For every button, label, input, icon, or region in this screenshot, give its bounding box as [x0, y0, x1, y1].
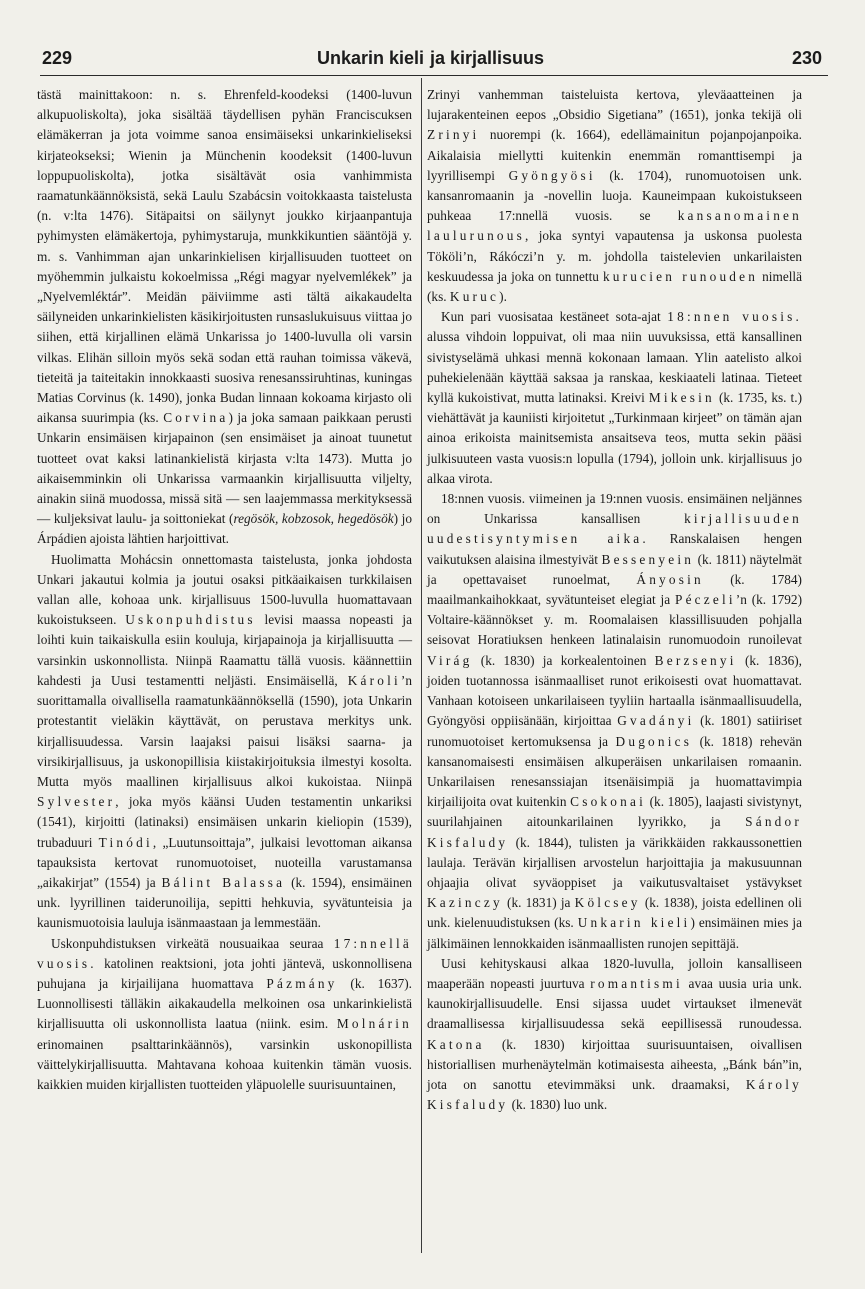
spaced-term: Ányosin — [636, 571, 704, 587]
text-run: ’n (k. 1792) Voltaire-käännökset y. m. Roomalaisen klassillisuuden pohjalla seisovat Horatiuksen henkeen latinalaisin runomuodoin runoilevat — [427, 592, 802, 648]
spaced-term: Zrinyi — [427, 127, 480, 143]
text-run: Huolimatta Mohácsin onnettomasta taistelusta, jonka johdosta Unkari jakautui kolmia ja joutui osaksi pitkäaikaisen turkkilaisen vallan alle, kohoaa unk. kirjallisuus 1500-luvulla huomattavaan kukoistukseen. — [37, 551, 412, 628]
text-run: (k. 1704), runomuotoisen unk. kansanromaanin ja -novellin luoja. Kauneimpaan kukoistukseen puhkeaa 17:nnellä vuosis. se — [427, 167, 802, 224]
paragraph — [427, 85, 802, 307]
spaced-term: 18:nnen vuosis. — [667, 309, 802, 325]
spaced-term: Csokonai — [570, 794, 646, 810]
spaced-term: Péczeli — [674, 592, 736, 608]
text-run: avaa uusia uria unk. kaunokirjallisuudelle. Ensi sijassa uudet virtaukset ilmenevät draamallisessa kirjallisuudessa sekä eepillisessä runoudessa. — [427, 975, 802, 1032]
text-run: tästä mainittakoon: n. s. Ehrenfeld-koodeksi (1400-luvun alkupuoliskolta), joka sisältää täydellisen pyhän Franciscuksen elämäkerran ja jota voimme sanoa ensimäiseksi unkarinkieliseksi kirjateokseksi; Wienin ja Münchenin koodeksit (1400-luvun loppupuoliskolta), jotka sisältävät osia vanhimmista raamatunkäännöksistä, sekä Laulu Szabácsin voitokkaasta taistelusta (n. v:lta 1476). Sitäpaitsi on säilynyt joukko kirjaanpantuja pyhimysten elämäkertoja, pyhimystaruja, munkkikuntien sääntöjä y. m. s. Vanhimman ajan unkarinkielisen kirjallisuuden tuotteet on myöhemmin julkaistu kokoelmissa „Régi magyar nyelvemlékek” ja „Nyelvemléktár”. Meidän päiviimme asti tältä aikakaudelta säilyneiden unkarinkielisten käsikirjoitusten runsaslukuisuus viittaa jo siihen, että kirjallinen elämä Unkarissa jo 1400-luvulla oli varsin vilkas. Elihän silloin myös sekä sodan että rauhan toimissa väkevä, tieteitä ja taiteitakin innokkaasti suosiva renesanssiruhtinas, kuningas Matias Corvinus (k. 1490), jonka Budan linnaan kokoama kirjasto oli aikansa suurimpia (ks. — [37, 87, 412, 426]
paragraph — [37, 550, 412, 934]
spaced-term: Dugonics — [615, 733, 693, 749]
text-run: nimellä (ks. — [427, 268, 803, 305]
spaced-term: kansanomainen laulurunous — [427, 208, 802, 244]
text-run: ) ensimäinen mies ja jälkimäinen lennokkaiden isänmaallisten runojen sepittäjä. — [427, 915, 802, 951]
page-header — [0, 0, 865, 80]
text-run: (k. 1838), joista edellinen oli unk. kielenuudistuksen (ks. — [427, 895, 802, 931]
text-run: (k. 1830) ja korkealentoinen — [472, 652, 655, 668]
right-running-title: ja kirjallisuus — [430, 48, 545, 68]
text-run: katolinen reaktsioni, jota johti jäntevä, uskonnollisena puhujana ja kirjailijana huomattava — [37, 955, 412, 991]
text-run: (k. 1637). Luonnollisesti tälläkin aikakaudella melkoinen osa unkarinkielistä kirjallisuutta oli uskonnollista laatua (niink. esim. — [37, 975, 412, 1032]
text-run: Kun pari vuosisataa kestäneet sota-ajat — [441, 309, 668, 325]
text-run: alussa vihdoin loppuivat, oli maa niin uuvuksissa, että kansallinen sivistyselämä uhkasi mennä kokonaan lamaan. Ylin aatelisto alkoi puhekielenään käyttää saksaa ja ranskaa, keskiaateli latinaa. Tieteet kyllä kukoistivat, mutta latinaksi. Kreivi — [427, 329, 802, 406]
spaced-term: Gvadányi — [617, 713, 695, 729]
spaced-term: Károli — [347, 672, 401, 688]
text-run: (k. 1801) satiiriset runomuotoiset kertomuksensa ja — [427, 713, 803, 749]
text-run: (k. 1594), ensimäinen unk. lyyrillinen taiderunoilija, sepitti hehkuvia, syvätunteisia ja kaunismuotoisia lauluja isänmaastaan ja lemmestään. — [37, 874, 413, 931]
text-run: ) jo Árpádien ajoista lähtien harjoittivat. — [37, 511, 412, 547]
spaced-term: kirjallisuuden uudestisyntymisen aika — [427, 511, 802, 547]
text-run: ) ja joka samaan paikkaan perusti Unkarin ensimäisen kirjapainon (sen ensimäiset ja ainoat tuunetut tuotteet ovat kaksi latinankielistä kirjasta v:lta 1473). Mutta jo aikaisemminkin oli Unkarissa varmaankin kirjallisuutta viljelty, ainakin siinä muodossa, missä sitä — sen laajemmassa merkityksessä — kuljeksivat laulu- ja soittoniekat ( — [37, 410, 412, 527]
text-run: Uskonpuhdistuksen virkeätä nousuaikaa seuraa — [51, 935, 334, 951]
text-run: (k. 1830) luo unk. — [508, 1097, 608, 1113]
spaced-term: Sylvester — [37, 794, 116, 810]
paragraph — [37, 934, 412, 1096]
text-run: (k. 1805), laajasti sivistynyt, suurilahjainen aitounkarilainen lyyrikko, ja — [427, 794, 802, 830]
spaced-term: Virág — [427, 652, 473, 668]
paragraph — [427, 489, 802, 954]
text-run: , „Luutunsoittaja”, julkaisi levottoman aikansa tapauksista kertovat runomuotoiset, nuoteilla varustamansa „aikakirjat” (1554) ja — [37, 834, 412, 890]
spaced-term: Molnárin — [336, 1016, 412, 1032]
spaced-term: romantismi — [590, 975, 683, 991]
right-column — [427, 85, 802, 1115]
left-running-title: Unkarin kieli — [316, 48, 424, 68]
spaced-term: kurucien runouden — [602, 268, 759, 284]
text-run: (k. 1831) ja — [502, 895, 575, 911]
text-run: . Ranskalaisen hengen vaikutuksen alaisina ilmestyivät — [427, 531, 803, 567]
right-page-number: 230 — [791, 48, 822, 68]
spaced-term: Pázmány — [266, 975, 338, 991]
paragraph — [37, 85, 412, 550]
spaced-term: Károly Kisfaludy — [427, 1076, 802, 1113]
text-run: nuorempi (k. 1664), edellämainitun pojanpojanpoika. Aikalaisia miellytti kuitenkin enemmän romanttisempi ja lyyrillisempi — [427, 127, 802, 183]
column-divider — [421, 78, 422, 1253]
spaced-term: Sándor Kisfaludy — [427, 814, 802, 850]
spaced-term: 17:nnellä vuosis. — [37, 935, 412, 971]
text-run: , joka myös käänsi Uuden testamentin unkariksi (1541), kirjoitti (latinaksi) ensimäisen unkarin kieliopin (1539), trubaduuri — [37, 794, 412, 850]
text-run: Zrinyi vanhemman taisteluista kertova, yleväaatteinen ja lujarakenteinen eepos „Obsidio Sigetiana” (1651), jonka tekijä oli — [427, 87, 802, 123]
text-run: erinomainen psalttarinkäännös), varsinkin uskonopillista väittelykirjallisuutta. Mahtavana kohoaa kuitenkin tämän vuosis. kaikkien muiden kirjallisten tuotteiden yläpuolelle suurisuuntainen, — [37, 1036, 412, 1092]
text-run: (k. 1830) kirjoittaa suurisuuntaisen, oivallisen historiallisen murhenäytelmän kotimaisesta aiheesta, „Bánk bán”in, jota on sanottu etevimmäksi unk. draamaksi, — [427, 1036, 802, 1092]
spaced-term: Mikesin — [648, 390, 715, 406]
paragraph — [427, 954, 802, 1116]
text-run: (k. 1784) maailmankaihokkaat, syvätunteiset elegiat ja — [427, 571, 802, 608]
text-run: ’n suorittamalla oivallisella raamatunkäännöksellä (1590), jota Unkarin protestantit vieläkin käyttävät, on perustava merkitys unk. kirjallisuudessa. Varsin laajaksi paisui lisäksi saarna- ja virsikirjallisuus, ja uskonopillisia kiistakirjoituksia ilmestyi kosolta. Mutta myös maallinen kirjallisuus alkoi kukoistaa. Niinpä — [37, 672, 412, 789]
text-run: Uusi kehityskausi alkaa 1820-luvulla, jolloin kansalliseen maaperään nopeasti juurtuva — [427, 955, 802, 991]
spaced-term: Bessenyein — [601, 551, 695, 567]
text-run: (k. 1735, ks. t.) viehättävät ja kauniisti kirjoitetut „Turkinmaan kirjeet” on tämän ajan ainoa erikoista mainitsemista ansaitseva teos, mutta sekin pääsi julkisuuteen vasta vuosis:n lopulla (1794), jolloin unk. kirjallisuus jo alkaa virota. — [427, 390, 802, 486]
text-run: levisi maassa nopeasti ja loihti kuin taikaiskulla esiin kouluja, kirjapainoja ja kirjallisuutta — varsinkin uskonnollista. Niinpä Raamattu tällä vuosis. käännettiin kahdesti ja Uusi testamentti neljästi. Ensimäisellä, — [37, 612, 412, 688]
spaced-term: Tinódi — [98, 834, 153, 850]
text-run: (k. 1836), joiden tuotannossa isänmaalliset runot erikoisesti ovat huomattavat. Vanhaan kotoiseen unkarilaiseen tyyliin hartaalla isänmaallisuudella, Gyöngyösi oppiisänään, kirjoittaa — [427, 652, 802, 729]
spaced-term: Kölcsey — [574, 895, 641, 911]
spaced-term: Kazinczy — [427, 895, 503, 911]
text-run: 18:nnen vuosis. viimeinen ja 19:nnen vuosis. ensimäinen neljännes on Unkarissa kansallisen — [427, 491, 802, 527]
spaced-term: Uskonpuhdistus — [125, 612, 256, 628]
italic-term: regösök, kobzosok, hegedösök — [233, 511, 394, 527]
spaced-term: Unkarin kieli — [577, 915, 691, 931]
spaced-term: Katona — [427, 1036, 485, 1052]
paragraph — [427, 307, 802, 489]
text-run: (k. 1844), tulisten ja värikkäiden rakkaussonettien laulaja. Terävän kirjallisen arvostelun harjoittajia ja makusuunnan ohjaajia olivat syväoppiset ja vaikutusvaltaiset ystävykset — [427, 834, 802, 890]
spaced-term: Corvina — [163, 410, 229, 426]
spaced-term: Berzsenyi — [654, 652, 737, 668]
spaced-term: Bálint Balassa — [161, 874, 286, 890]
spaced-term: Gyöngyösi — [508, 167, 596, 183]
text-run: (k. 1811) näytelmät ja opettavaiset runoelmat, — [427, 551, 802, 587]
left-column — [37, 85, 412, 1095]
left-page-number: 229 — [42, 48, 73, 68]
spaced-term: Kuruc — [449, 289, 500, 305]
text-run: ). — [499, 289, 507, 305]
header-rule — [40, 75, 828, 76]
text-run: (k. 1818) rehevän kansanomaisesti ensimäisen alkuperäisen unkarilaisen romaanin. Unkarilaisen renesanssiajan itsenäisimpiä ja huomattavimpia kirjailijoita ovat kuitenkin — [427, 733, 802, 810]
text-run: , joka syntyi vapautensa ja uskonsa puolesta Tököli’n, Rákóczi’n y. m. johdolla taistelevien unkarilaisten keskuudessa ja joka on tunnettu — [427, 228, 802, 284]
